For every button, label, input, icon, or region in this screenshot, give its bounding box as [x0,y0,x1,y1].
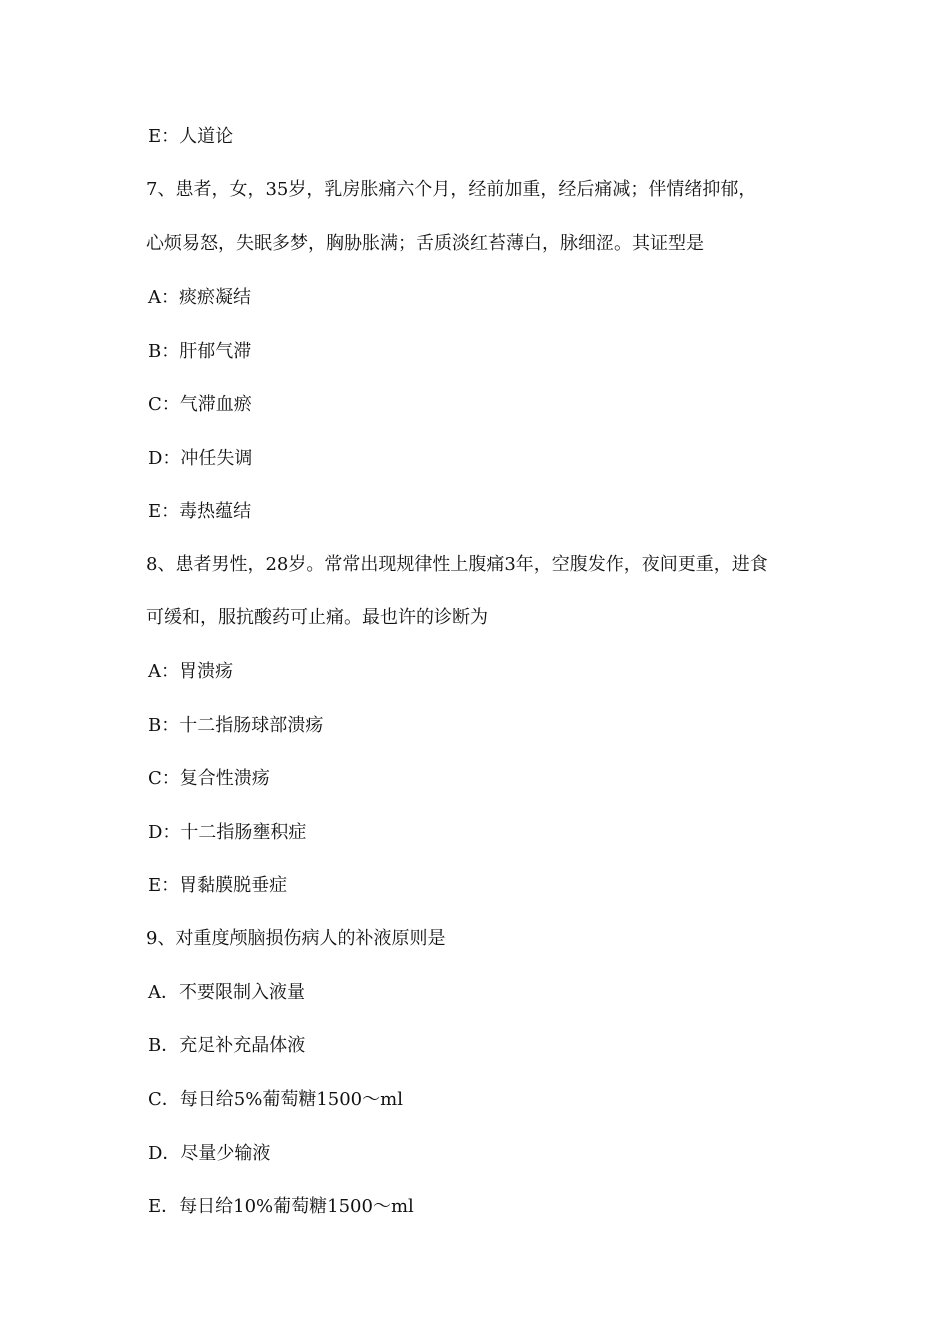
q7-option-e: E：毒热蕴结 [148,501,252,522]
q7-option-a: A：痰瘀凝结 [148,287,251,308]
q8-option-a: A：胃溃疡 [148,661,233,682]
q9-option-d: D．尽量少输液 [148,1143,271,1164]
q8-option-b: B：十二指肠球部溃疡 [148,715,324,736]
q8-stem-line-2: 可缓和，服抗酸药可止痛。最也许的诊断为 [146,607,488,628]
q9-stem: 9、对重度颅脑损伤病人的补液原则是 [146,928,446,949]
q8-option-c: C：复合性溃疡 [148,768,270,789]
q8-option-d: D：十二指肠壅积症 [148,822,307,843]
q8-option-e: E：胃黏膜脱垂症 [148,875,288,896]
q9-option-a: A．不要限制入液量 [148,982,305,1003]
q9-option-b: B．充足补充晶体液 [148,1035,306,1056]
q6-option-e: E：人道论 [148,126,234,147]
q9-option-c: C．每日给5%葡萄糖1500～ml [148,1089,403,1110]
q7-option-b: B：肝郁气滞 [148,341,252,362]
q7-stem-line-1: 7、患者，女，35岁，乳房胀痛六个月，经前加重，经后痛减；伴情绪抑郁， [146,179,757,200]
q7-option-c: C：气滞血瘀 [148,394,252,415]
q7-option-d: D：冲任失调 [148,448,253,469]
q8-stem-line-1: 8、患者男性，28岁。常常出现规律性上腹痛3年，空腹发作，夜间更重，进食 [146,554,768,575]
q9-option-e: E．每日给10%葡萄糖1500～ml [148,1196,414,1217]
q7-stem-line-2: 心烦易怒，失眠多梦，胸胁胀满；舌质淡红苔薄白，脉细涩。其证型是 [146,233,704,254]
